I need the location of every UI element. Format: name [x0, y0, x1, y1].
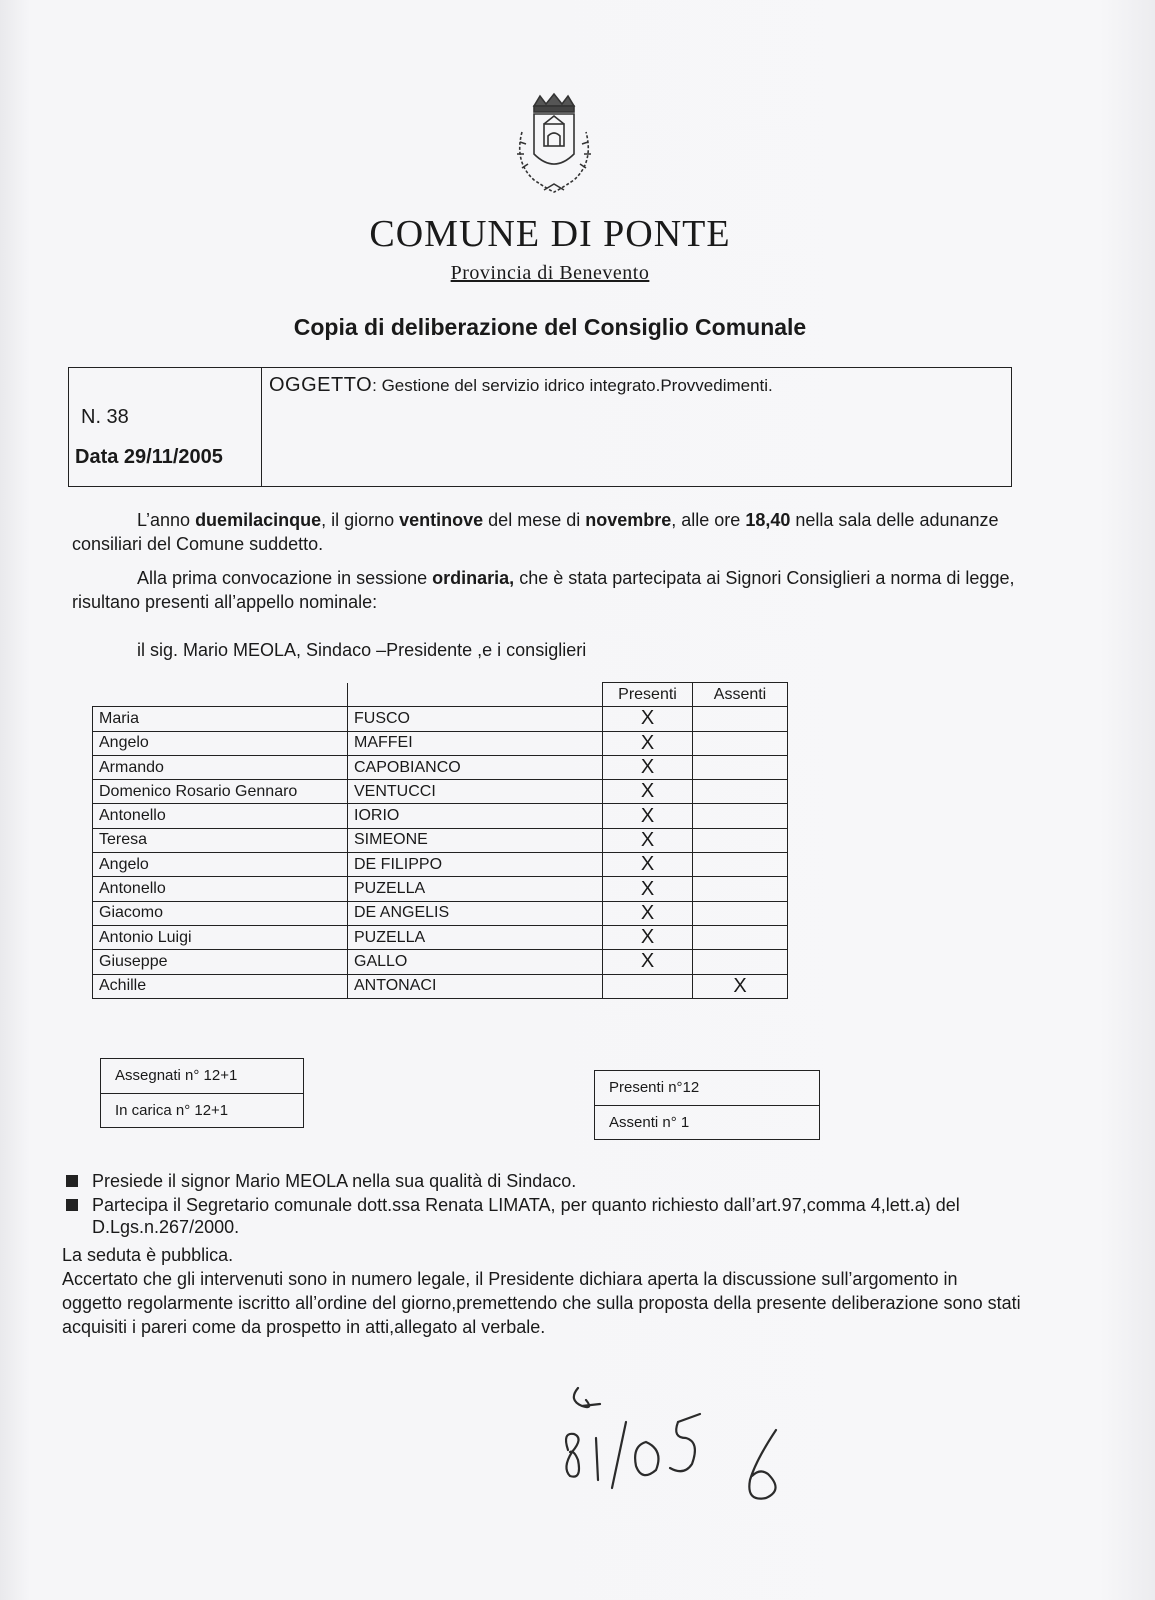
last-name-cell: GALLO: [348, 950, 603, 974]
present-count: Presenti n°12: [609, 1079, 700, 1096]
first-name-cell: Domenico Rosario Gennaro: [93, 780, 348, 804]
header-blank: [348, 683, 603, 707]
bullet-square-icon: [66, 1175, 78, 1187]
absent-cell: X: [693, 974, 788, 998]
absent-cell: [693, 707, 788, 731]
intro-text: nella sala delle adunanze consiliari del Comune suddetto.: [72, 510, 999, 554]
intro-text: del mese di: [483, 510, 586, 530]
first-name-cell: Angelo: [93, 731, 348, 755]
col-present-header: Presenti: [603, 683, 693, 707]
absent-cell: [693, 780, 788, 804]
first-name-cell: Antonello: [93, 877, 348, 901]
last-name-cell: SIMEONE: [348, 828, 603, 852]
present-cell: [603, 974, 693, 998]
assigned-count-box: [100, 1058, 304, 1128]
bullet-item: [64, 1194, 1024, 1238]
municipal-crest-icon: [504, 92, 604, 204]
intro-month: novembre: [585, 510, 672, 530]
table-row: [93, 901, 788, 925]
last-name-cell: MAFFEI: [348, 731, 603, 755]
present-cell: X: [603, 950, 693, 974]
last-name-cell: CAPOBIANCO: [348, 755, 603, 779]
closing-paragraph: [62, 1243, 1022, 1339]
bullet-list: [64, 1170, 1024, 1240]
present-cell: X: [603, 755, 693, 779]
province-subtitle: Provincia di Benevento: [450, 262, 650, 284]
present-cell: X: [603, 901, 693, 925]
intro-year: duemilacinque: [195, 510, 322, 530]
present-cell: X: [603, 804, 693, 828]
table-row: [93, 804, 788, 828]
first-name-cell: Teresa: [93, 828, 348, 852]
intro-paragraph-1: [72, 508, 1020, 556]
present-cell: X: [603, 877, 693, 901]
attendance-header-row: [93, 683, 788, 707]
presidente-line: il sig. Mario MEOLA, Sindaco –Presidente ,e i consiglieri: [137, 640, 587, 660]
absent-cell: [693, 804, 788, 828]
present-cell: X: [603, 780, 693, 804]
table-row: [93, 877, 788, 901]
intro-text: , il giorno: [321, 510, 400, 530]
absent-cell: [693, 853, 788, 877]
present-cell: X: [603, 828, 693, 852]
first-name-cell: Giuseppe: [93, 950, 348, 974]
deliberation-header-box: [68, 367, 1012, 487]
deliberation-number: N. 38: [81, 406, 129, 428]
deliberation-subject: [269, 374, 773, 397]
in-office-count: In carica n° 12+1: [101, 1093, 303, 1127]
intro-text: L’anno: [137, 510, 196, 530]
last-name-cell: PUZELLA: [348, 877, 603, 901]
absent-cell: [693, 828, 788, 852]
present-cell: X: [603, 707, 693, 731]
document-type-heading: Copia di deliberazione del Consiglio Comunale: [293, 314, 807, 340]
session-type: ordinaria,: [432, 568, 515, 588]
first-name-cell: Armando: [93, 755, 348, 779]
absent-cell: [693, 731, 788, 755]
attendance-summary-box: [594, 1070, 820, 1140]
subject-text: : Gestione del servizio idrico integrato.Provvedimenti.: [372, 376, 773, 395]
absent-cell: [693, 901, 788, 925]
last-name-cell: DE ANGELIS: [348, 901, 603, 925]
absent-cell: [693, 755, 788, 779]
header-box-divider: [261, 368, 262, 486]
absent-cell: [693, 925, 788, 949]
bullet-square-icon: [66, 1199, 78, 1211]
last-name-cell: FUSCO: [348, 707, 603, 731]
absent-count: Assenti n° 1: [595, 1105, 819, 1139]
intro-day: ventinove: [399, 510, 484, 530]
subject-label: OGGETTO: [269, 374, 373, 396]
attendance-body: [93, 707, 788, 999]
table-row: [93, 731, 788, 755]
bullet-text: Partecipa il Segretario comunale dott.ssa Renata LIMATA, per quanto richiesto dall’art.97,comma 4,lett.a) del D.Lgs.n.267/2000.: [92, 1195, 960, 1237]
absent-cell: [693, 877, 788, 901]
first-name-cell: Achille: [93, 974, 348, 998]
table-row: [93, 853, 788, 877]
absent-cell: [693, 950, 788, 974]
first-name-cell: Antonello: [93, 804, 348, 828]
last-name-cell: DE FILIPPO: [348, 853, 603, 877]
assigned-count: Assegnati n° 12+1: [115, 1067, 238, 1084]
col-absent-header: Assenti: [693, 683, 788, 707]
table-row: [93, 950, 788, 974]
public-session-line: La seduta è pubblica.: [62, 1245, 234, 1265]
table-row: [93, 828, 788, 852]
intro-text: , alle ore: [671, 510, 746, 530]
intro-paragraph-2: [72, 566, 1020, 614]
table-row: [93, 755, 788, 779]
present-cell: X: [603, 731, 693, 755]
quorum-paragraph: Accertato che gli intervenuti sono in numero legale, il Presidente dichiara aperta la discussione sull’argomento in oggetto regolarmente iscritto all’ordine del giorno,premettendo che sulla proposta della presente deliberazione sono stati acquisiti i pareri come da prospetto in atti,allegato al verbale.: [62, 1269, 1021, 1337]
attendance-table: [92, 682, 788, 999]
present-cell: X: [603, 853, 693, 877]
last-name-cell: IORIO: [348, 804, 603, 828]
table-row: [93, 925, 788, 949]
intro-time: 18,40: [745, 510, 791, 530]
header-blank: [93, 683, 348, 707]
bullet-item: [64, 1170, 1024, 1192]
table-row: [93, 707, 788, 731]
first-name-cell: Antonio Luigi: [93, 925, 348, 949]
intro-text: Alla prima convocazione in sessione: [137, 568, 433, 588]
last-name-cell: ANTONACI: [348, 974, 603, 998]
present-cell: X: [603, 925, 693, 949]
last-name-cell: PUZELLA: [348, 925, 603, 949]
table-row: [93, 974, 788, 998]
intro-text: che è stata partecipata ai Signori Consiglieri a norma di legge, risultano presenti all’appello nominale:: [72, 568, 1015, 612]
first-name-cell: Maria: [93, 707, 348, 731]
bullet-text: Presiede il signor Mario MEOLA nella sua qualità di Sindaco.: [92, 1171, 577, 1191]
last-name-cell: VENTUCCI: [348, 780, 603, 804]
first-name-cell: Giacomo: [93, 901, 348, 925]
municipality-title: COMUNE DI PONTE: [369, 213, 731, 255]
deliberation-date: Data 29/11/2005: [75, 446, 223, 468]
first-name-cell: Angelo: [93, 853, 348, 877]
table-row: [93, 780, 788, 804]
handwritten-note: [560, 1380, 800, 1510]
